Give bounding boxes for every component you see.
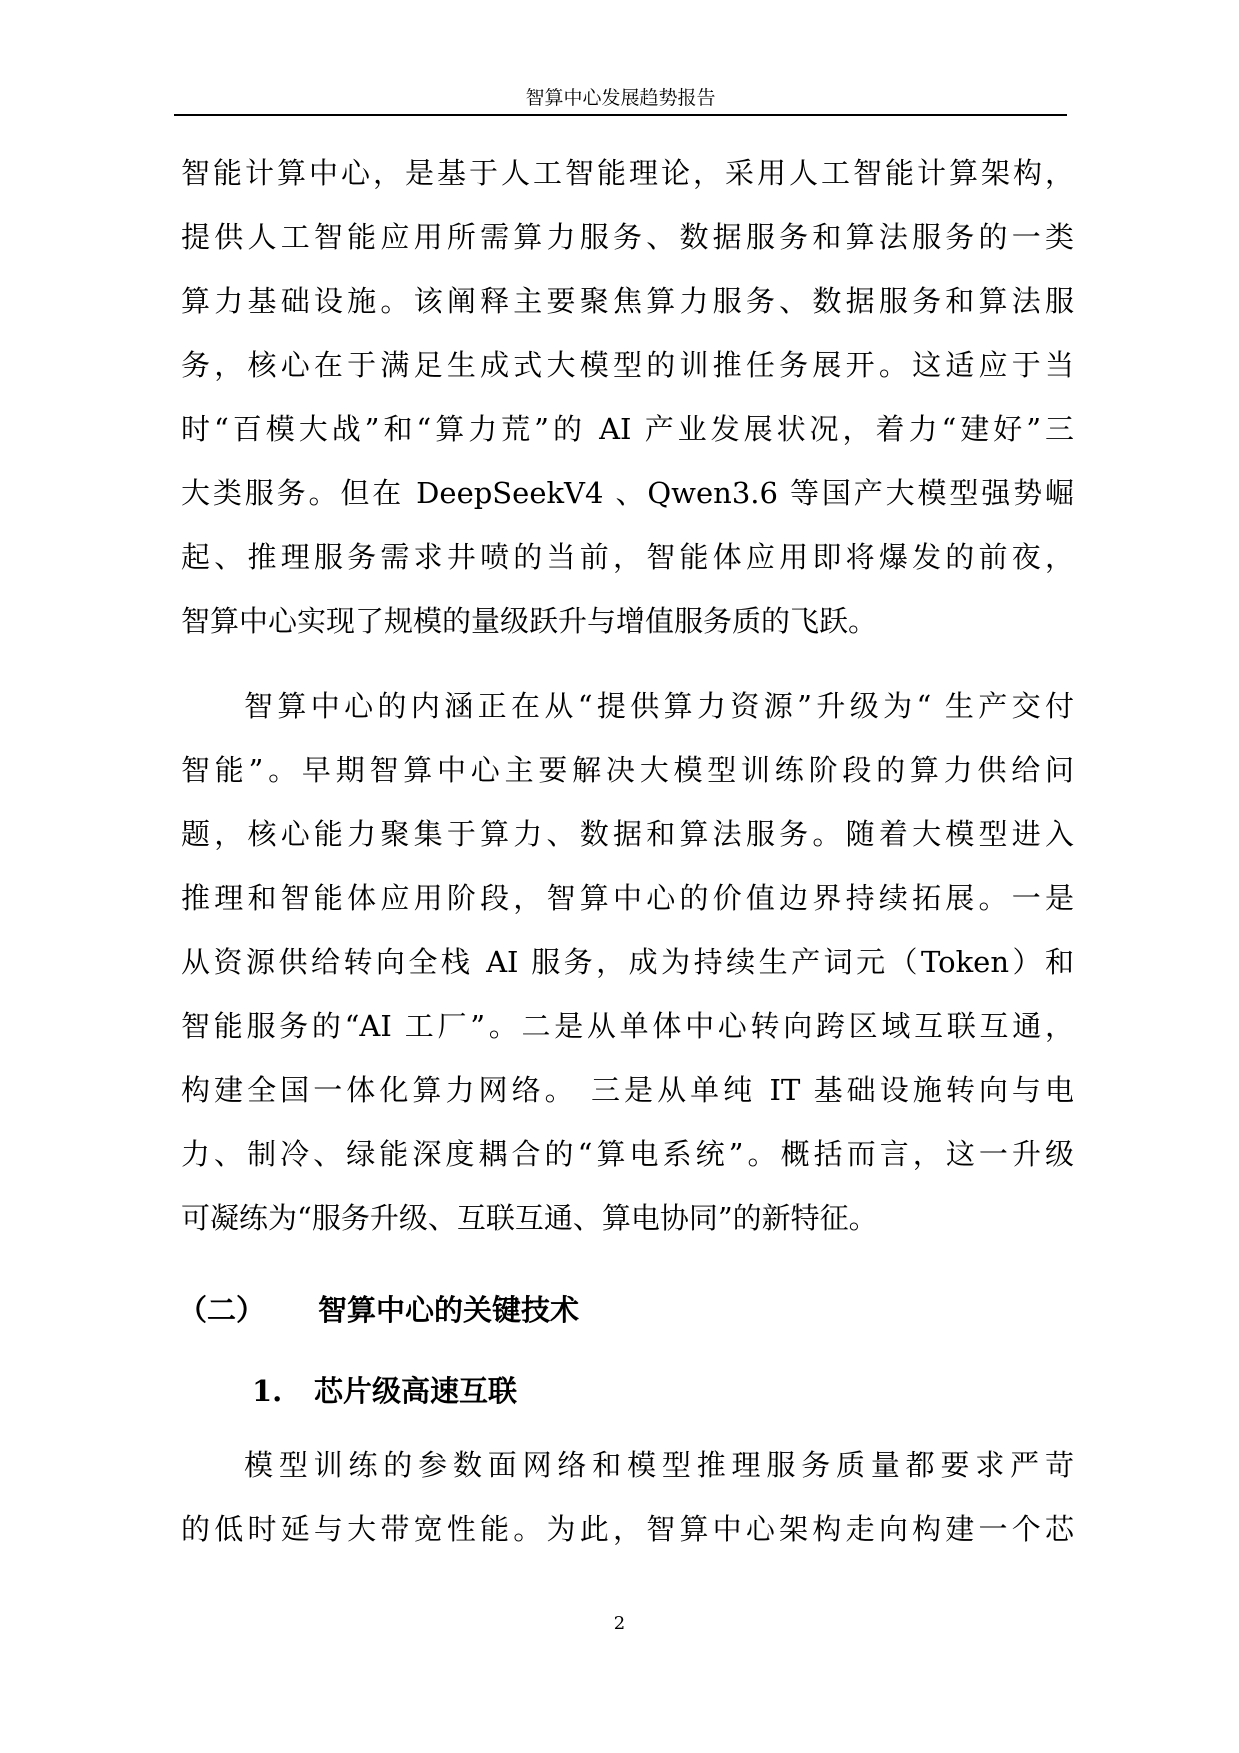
paragraph-1-line-5: 时“百模大战”和“算力荒”的 AI 产业发展状况，着力“建好”三	[181, 412, 1074, 446]
paragraph-2-line-6: 智能服务的“AI 工厂”。二是从单体中心转向跨区域互联互通，	[181, 1009, 1074, 1043]
paragraph-1-line-4: 务，核心在于满足生成式大模型的训推任务展开。这适应于当	[181, 348, 1074, 382]
subsection-heading	[252, 1371, 517, 1411]
paragraph-2-line-2: 智能”。早期智算中心主要解决大模型训练阶段的算力供给问	[181, 753, 1074, 787]
section-number: （二）	[178, 1293, 266, 1327]
paragraph-1-line-3: 算力基础设施。该阐释主要聚焦算力服务、数据服务和算法服	[181, 284, 1074, 318]
subsection-number: 1.	[252, 1374, 283, 1408]
page-header-title: 智算中心发展趋势报告	[525, 87, 716, 109]
paragraph-1-line-6: 大类服务。但在 DeepSeekV4 、Qwen3.6 等国产大模型强势崛	[181, 476, 1074, 510]
paragraph-2-line-8: 力、制冷、绿能深度耦合的“算电系统”。概括而言，这一升级	[181, 1137, 1074, 1171]
paragraph-1-line-2: 提供人工智能应用所需算力服务、数据服务和算法服务的一类	[181, 220, 1074, 254]
section-heading	[178, 1290, 579, 1330]
paragraph-1-line-8: 智算中心实现了规模的量级跃升与增值服务质的飞跃。	[181, 604, 878, 638]
paragraph-2-line-4: 推理和智能体应用阶段，智算中心的价值边界持续拓展。一是	[181, 881, 1074, 915]
paragraph-2-line-7: 构建全国一体化算力网络。 三是从单纯 IT 基础设施转向与电	[181, 1073, 1074, 1107]
page-number: 2	[613, 1613, 626, 1634]
paragraph-1-line-1: 智能计算中心，是基于人工智能理论，采用人工智能计算架构，	[181, 156, 1074, 190]
header-rule	[174, 114, 1067, 116]
paragraph-2-line-3: 题，核心能力聚集于算力、数据和算法服务。随着大模型进入	[181, 817, 1074, 851]
paragraph-1-line-7: 起、推理服务需求井喷的当前，智能体应用即将爆发的前夜，	[181, 540, 1074, 574]
paragraph-2-line-1: 智算中心的内涵正在从“提供算力资源”升级为“ 生产交付	[244, 689, 1074, 723]
paragraph-3-line-1: 模型训练的参数面网络和模型推理服务质量都要求严苛	[244, 1448, 1074, 1482]
subsection-title: 芯片级高速互联	[314, 1374, 518, 1408]
section-title: 智算中心的关键技术	[318, 1293, 580, 1327]
paragraph-2-line-9: 可凝练为“服务升级、互联互通、算电协同”的新特征。	[181, 1201, 878, 1235]
paragraph-3-line-2: 的低时延与大带宽性能。为此，智算中心架构走向构建一个芯	[181, 1512, 1074, 1546]
paragraph-2-line-5: 从资源供给转向全栈 AI 服务，成为持续生产词元（Token）和	[181, 945, 1074, 979]
